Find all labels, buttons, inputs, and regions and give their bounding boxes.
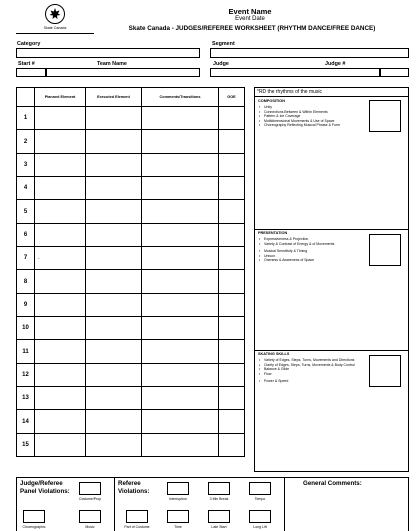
executed-element-cell[interactable] <box>86 130 142 153</box>
comments-cell[interactable] <box>142 363 219 386</box>
goe-cell[interactable] <box>219 270 245 293</box>
comments-cell[interactable] <box>142 130 219 153</box>
row-number: 14 <box>17 410 35 433</box>
criterion-item: • Clarity of Edges, Steps, Turns, Movements & Body Control <box>259 363 367 368</box>
row-number: 10 <box>17 317 35 340</box>
planned-element-cell[interactable] <box>35 130 86 153</box>
row-number: 1 <box>17 107 35 130</box>
planned-element-cell[interactable] <box>35 433 86 456</box>
costume-prop-label: Costume/Prop <box>78 497 102 501</box>
goe-cell[interactable] <box>219 317 245 340</box>
long-lift-checkbox[interactable] <box>249 510 271 523</box>
costume-prop-checkbox[interactable] <box>79 482 101 495</box>
music-checkbox[interactable] <box>79 510 101 523</box>
three-min-break-checkbox[interactable] <box>208 482 230 495</box>
logo <box>16 2 94 34</box>
rhythm-dance-note: *RD the rhythms of the music <box>255 88 408 97</box>
interruption-checkbox[interactable] <box>167 482 189 495</box>
comments-cell[interactable] <box>142 223 219 246</box>
general-comments-label: General Comments: <box>303 480 362 487</box>
executed-element-cell[interactable] <box>86 153 142 176</box>
presentation-score-box[interactable] <box>369 234 401 266</box>
part-of-costume-label: Part of Costume <box>124 525 150 529</box>
late-start-label: Late Start <box>211 525 227 529</box>
choreographic-checkbox[interactable] <box>23 510 45 523</box>
skating-skills-score-box[interactable] <box>369 355 401 387</box>
comments-cell[interactable] <box>142 177 219 200</box>
segment-field[interactable] <box>210 48 409 58</box>
planned-element-cell[interactable] <box>35 223 86 246</box>
comments-cell[interactable] <box>142 317 219 340</box>
team-name-label: Team Name <box>97 61 127 67</box>
row-number: 2 <box>17 130 35 153</box>
logo-text: Skate Canada <box>43 26 67 30</box>
criterion-item: • Variety & Contrast of Energy & of Movements <box>259 242 367 247</box>
criterion-item: • Choreography Reflecting Musical Phrase & Form <box>259 123 367 128</box>
comments-cell[interactable] <box>142 387 219 410</box>
executed-element-cell[interactable] <box>86 223 142 246</box>
judge-number-label: Judge # <box>325 61 346 67</box>
planned-element-cell[interactable] <box>35 293 86 316</box>
executed-element-header: Executed Element <box>86 88 142 107</box>
comments-transitions-header: Comments/Transitions <box>142 88 219 107</box>
worksheet-title: Skate Canada - JUDGES/REFEREE WORKSHEET (RHYTHM DANCE/FREE DANCE) <box>128 25 376 32</box>
comments-cell[interactable] <box>142 247 219 270</box>
criterion-item: • Multidimensional Movements & Use of Space <box>259 119 367 124</box>
row-number: 5 <box>17 200 35 223</box>
comments-cell[interactable] <box>142 270 219 293</box>
tempo-label: Tempo <box>254 497 266 501</box>
planned-element-cell[interactable] <box>35 107 86 130</box>
referee-violations-column <box>115 478 285 531</box>
criterion-item: • Variety of Edges, Steps, Turns, Movements and Directions <box>259 358 367 363</box>
goe-cell[interactable] <box>219 433 245 456</box>
general-comments-column[interactable] <box>285 478 408 531</box>
composition-criteria <box>259 105 367 128</box>
table-row <box>17 130 245 153</box>
start-number-label: Start # <box>18 61 35 67</box>
row-number: 13 <box>17 387 35 410</box>
composition-score-box[interactable] <box>369 100 401 132</box>
table-row <box>17 363 245 386</box>
planned-element-cell[interactable]: . <box>35 247 86 270</box>
planned-element-header: Planned Element <box>35 88 86 107</box>
criterion-item: • Flow <box>259 372 367 377</box>
composition-title: COMPOSITION <box>258 99 286 103</box>
table-row <box>17 200 245 223</box>
table-row <box>17 247 245 270</box>
skating-skills-criteria <box>259 358 367 384</box>
executed-element-cell[interactable] <box>86 340 142 363</box>
comments-cell[interactable] <box>142 200 219 223</box>
criterion-item: • Power & Speed <box>259 379 367 384</box>
start-number-field[interactable] <box>16 68 46 77</box>
criterion-item: • Pattern & Ice Coverage <box>259 114 367 119</box>
table-row <box>17 387 245 410</box>
executed-element-cell[interactable] <box>86 433 142 456</box>
skating-skills-section <box>255 351 408 471</box>
comments-cell[interactable] <box>142 293 219 316</box>
late-start-checkbox[interactable] <box>208 510 230 523</box>
table-row <box>17 270 245 293</box>
planned-element-cell[interactable] <box>35 270 86 293</box>
table-row <box>17 177 245 200</box>
comments-cell[interactable] <box>142 107 219 130</box>
executed-element-cell[interactable] <box>86 107 142 130</box>
category-field[interactable] <box>16 48 200 58</box>
music-label: Music <box>85 525 95 529</box>
goe-cell[interactable] <box>219 177 245 200</box>
planned-element-cell[interactable] <box>35 363 86 386</box>
goe-cell[interactable] <box>219 387 245 410</box>
presentation-section <box>255 230 408 351</box>
row-number: 4 <box>17 177 35 200</box>
table-row <box>17 153 245 176</box>
judge-field[interactable] <box>210 68 380 77</box>
table-row <box>17 410 245 433</box>
panel-violations-title-1: Judge/Referee <box>20 480 63 487</box>
row-number: 15 <box>17 433 35 456</box>
skating-skills-title: SKATING SKILLS <box>258 352 290 356</box>
criterion-item: • Musical Sensitivity & Timing <box>259 249 367 254</box>
panel-violations-title-2: Panel Violations: <box>20 488 70 495</box>
row-number: 8 <box>17 270 35 293</box>
comments-cell[interactable] <box>142 153 219 176</box>
planned-element-cell[interactable] <box>35 317 86 340</box>
table-row <box>17 107 245 130</box>
table-row <box>17 223 245 246</box>
goe-cell[interactable] <box>219 340 245 363</box>
executed-element-cell[interactable] <box>86 410 142 433</box>
row-number: 12 <box>17 363 35 386</box>
judge-label: Judge <box>213 61 229 67</box>
criterion-item: • Expressiveness & Projection <box>259 237 367 242</box>
criterion-item: • Balance & Glide <box>259 367 367 372</box>
skate-canada-logo-icon <box>45 4 65 24</box>
planned-element-cell[interactable] <box>35 177 86 200</box>
long-lift-label: Long Lift <box>253 525 267 529</box>
segment-label: Segment <box>212 41 235 47</box>
referee-violations-title-1: Referee <box>118 480 141 487</box>
goe-cell[interactable] <box>219 223 245 246</box>
goe-cell[interactable] <box>219 247 245 270</box>
grid-header-row <box>17 88 245 107</box>
criterion-item: • Oneness & Awareness of Space <box>259 258 367 263</box>
part-of-costume-checkbox[interactable] <box>126 510 148 523</box>
goe-cell[interactable] <box>219 293 245 316</box>
comments-cell[interactable] <box>142 433 219 456</box>
presentation-title: PRESENTATION <box>258 231 288 235</box>
element-grid <box>16 87 245 457</box>
goe-cell[interactable] <box>219 410 245 433</box>
goe-cell[interactable] <box>219 200 245 223</box>
criterion-item: • Connections Between & Within Elements <box>259 110 367 115</box>
panel-violations-column <box>17 478 115 531</box>
goe-cell[interactable] <box>219 107 245 130</box>
time-label: Time <box>174 525 182 529</box>
three-min-break-label: 3 Min Break <box>209 497 229 501</box>
team-name-field[interactable] <box>46 68 200 77</box>
table-row <box>17 433 245 456</box>
time-checkbox[interactable] <box>167 510 189 523</box>
planned-element-cell[interactable] <box>35 387 86 410</box>
event-date: Event Date <box>235 16 265 22</box>
interruption-label: Interruption <box>169 497 187 501</box>
executed-element-cell[interactable] <box>86 317 142 340</box>
planned-element-cell[interactable] <box>35 340 86 363</box>
row-number-header <box>17 88 35 107</box>
row-number: 11 <box>17 340 35 363</box>
tempo-checkbox[interactable] <box>249 482 271 495</box>
comments-cell[interactable] <box>142 410 219 433</box>
table-row <box>17 317 245 340</box>
table-row <box>17 293 245 316</box>
event-name: Event Name <box>228 7 272 16</box>
criterion-item: • Unison <box>259 254 367 259</box>
category-label: Category <box>17 41 41 47</box>
comments-cell[interactable] <box>142 340 219 363</box>
goe-cell[interactable] <box>219 153 245 176</box>
planned-element-cell[interactable] <box>35 200 86 223</box>
choreographic-label: Choreographic <box>22 525 46 529</box>
planned-element-cell[interactable] <box>35 153 86 176</box>
executed-element-cell[interactable] <box>86 363 142 386</box>
executed-element-cell[interactable] <box>86 177 142 200</box>
row-number: 9 <box>17 293 35 316</box>
row-number: 3 <box>17 153 35 176</box>
executed-element-cell[interactable] <box>86 247 142 270</box>
executed-element-cell[interactable] <box>86 200 142 223</box>
row-number: 6 <box>17 223 35 246</box>
row-number: 7 <box>17 247 35 270</box>
executed-element-cell[interactable] <box>86 270 142 293</box>
goe-cell[interactable] <box>219 363 245 386</box>
violations-section <box>16 477 409 531</box>
judge-number-field[interactable] <box>380 68 409 77</box>
goe-cell[interactable] <box>219 130 245 153</box>
criterion-item: • Unity <box>259 105 367 110</box>
table-row <box>17 340 245 363</box>
presentation-criteria <box>259 237 367 263</box>
executed-element-cell[interactable] <box>86 293 142 316</box>
components-panel <box>254 87 409 472</box>
goe-header: GOE <box>219 88 245 107</box>
referee-violations-title-2: Violations: <box>118 488 150 495</box>
executed-element-cell[interactable] <box>86 387 142 410</box>
planned-element-cell[interactable] <box>35 410 86 433</box>
composition-section <box>255 98 408 230</box>
